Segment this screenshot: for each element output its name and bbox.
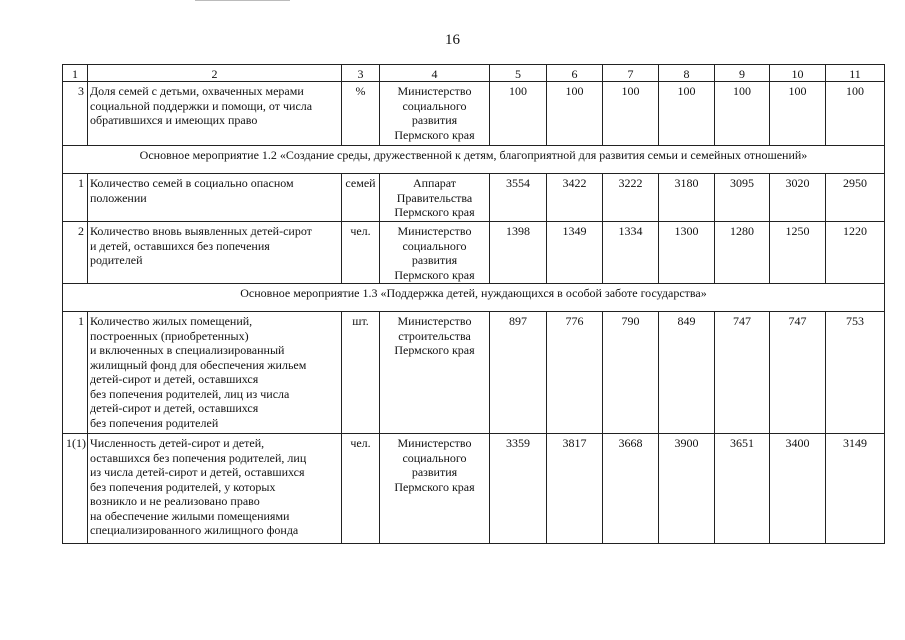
- value-cell: 3359: [490, 434, 547, 544]
- value-cell: 2950: [826, 174, 885, 222]
- value-cell: 100: [547, 82, 603, 146]
- indicators-table: [62, 64, 885, 544]
- section-title: Основное мероприятие 1.2 «Создание среды, дружественной к детям, благоприятной для развития семьи и семейных отношений»: [63, 146, 885, 174]
- value-cell: 100: [715, 82, 770, 146]
- unit: %: [342, 82, 380, 146]
- table-row: [63, 82, 885, 146]
- indicator-name: Численность детей-сирот и детей, оставшихся без попечения родителей, лиц из числа детей-сирот и детей, оставшихся без попечения родителей, у которых возникло и не реализовано право на обеспечение жилыми помещениями специализированного жилищного фонда: [88, 434, 342, 544]
- section-row: [63, 284, 885, 312]
- value-cell: 3222: [603, 174, 659, 222]
- value-cell: 100: [603, 82, 659, 146]
- value-cell: 747: [715, 312, 770, 434]
- value-cell: 3020: [770, 174, 826, 222]
- table-row: [63, 434, 885, 544]
- responsible-org: Министерство социального развития Пермского края: [380, 434, 490, 544]
- column-header: 4: [380, 65, 490, 82]
- column-header: 10: [770, 65, 826, 82]
- indicator-name: Количество жилых помещений, построенных (приобретенных) и включенных в специализированный жилищный фонд для обеспечения жильем детей-сирот и детей, оставшихся без попечения родителей, лиц из числа детей-сирот и детей, оставшихся без попечения родителей: [88, 312, 342, 434]
- column-header: 3: [342, 65, 380, 82]
- value-cell: 100: [826, 82, 885, 146]
- value-cell: 1280: [715, 222, 770, 284]
- row-number: 1: [63, 174, 88, 222]
- unit: семей: [342, 174, 380, 222]
- responsible-org: Министерство социального развития Пермского края: [380, 82, 490, 146]
- table-row: [63, 174, 885, 222]
- value-cell: 790: [603, 312, 659, 434]
- value-cell: 3817: [547, 434, 603, 544]
- table-row: [63, 312, 885, 434]
- column-header: 1: [63, 65, 88, 82]
- value-cell: 3149: [826, 434, 885, 544]
- indicator-name: Количество вновь выявленных детей-сирот и детей, оставшихся без попечения родителей: [88, 222, 342, 284]
- responsible-org: Аппарат Правительства Пермского края: [380, 174, 490, 222]
- table-row: [63, 222, 885, 284]
- value-cell: 1250: [770, 222, 826, 284]
- value-cell: 1300: [659, 222, 715, 284]
- value-cell: 100: [490, 82, 547, 146]
- section-title: Основное мероприятие 1.3 «Поддержка детей, нуждающихся в особой заботе государства»: [63, 284, 885, 312]
- value-cell: 3422: [547, 174, 603, 222]
- value-cell: 897: [490, 312, 547, 434]
- value-cell: 776: [547, 312, 603, 434]
- column-header: 7: [603, 65, 659, 82]
- value-cell: 3651: [715, 434, 770, 544]
- column-header: 2: [88, 65, 342, 82]
- row-number: 1(1): [63, 434, 88, 544]
- value-cell: 753: [826, 312, 885, 434]
- value-cell: 747: [770, 312, 826, 434]
- scan-edge-mark: [195, 0, 290, 1]
- column-number-row: [63, 65, 885, 82]
- column-header: 8: [659, 65, 715, 82]
- value-cell: 1398: [490, 222, 547, 284]
- row-number: 1: [63, 312, 88, 434]
- unit: шт.: [342, 312, 380, 434]
- unit: чел.: [342, 434, 380, 544]
- indicator-name: Количество семей в социально опасном положении: [88, 174, 342, 222]
- value-cell: 1349: [547, 222, 603, 284]
- value-cell: 3400: [770, 434, 826, 544]
- responsible-org: Министерство строительства Пермского края: [380, 312, 490, 434]
- value-cell: 849: [659, 312, 715, 434]
- value-cell: 1220: [826, 222, 885, 284]
- value-cell: 3095: [715, 174, 770, 222]
- column-header: 11: [826, 65, 885, 82]
- page-number: 16: [445, 32, 460, 48]
- section-row: [63, 146, 885, 174]
- row-number: 3: [63, 82, 88, 146]
- value-cell: 3668: [603, 434, 659, 544]
- value-cell: 100: [770, 82, 826, 146]
- column-header: 6: [547, 65, 603, 82]
- indicator-name: Доля семей с детьми, охваченных мерами социальной поддержки и помощи, от числа обратившихся и имеющих право: [88, 82, 342, 146]
- column-header: 5: [490, 65, 547, 82]
- value-cell: 100: [659, 82, 715, 146]
- value-cell: 1334: [603, 222, 659, 284]
- value-cell: 3554: [490, 174, 547, 222]
- row-number: 2: [63, 222, 88, 284]
- responsible-org: Министерство социального развития Пермского края: [380, 222, 490, 284]
- value-cell: 3180: [659, 174, 715, 222]
- column-header: 9: [715, 65, 770, 82]
- value-cell: 3900: [659, 434, 715, 544]
- unit: чел.: [342, 222, 380, 284]
